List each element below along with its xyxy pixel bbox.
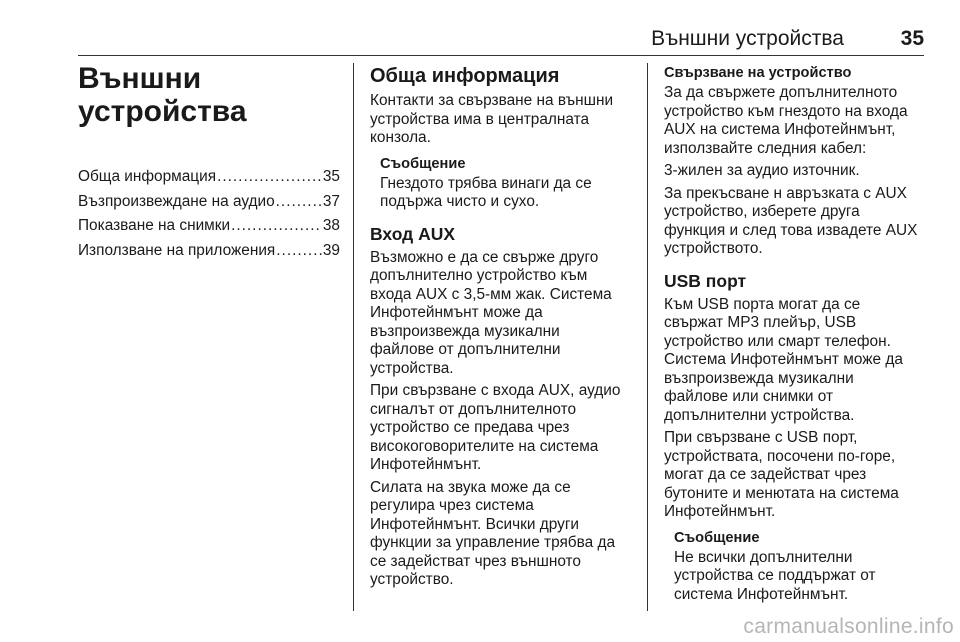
toc-dot-leader [276,239,322,264]
text-line: възпроизвежда музикални [664,369,854,387]
text-line: сигналът от допълнителното [370,400,577,418]
text-line: могат да се задействат чрез [664,466,867,483]
text-line: Гнездото трябва винаги да се [380,174,592,192]
text-line: подържа чисто и сухо. [380,193,540,210]
text-line: устройство се предава чрез [370,419,570,436]
aux-title: Вход AUX [370,223,456,244]
text-line: За да свържете допълнителното [664,84,898,101]
text-line: устройството. [664,240,763,257]
text-line: функция и след това извадете AUX [664,221,918,239]
aux-paragraph-3 [370,479,638,590]
text-line: свържат MP3 плейър, USB [664,314,857,331]
page-header [78,26,924,52]
text-line: При свързване с входа AUX, аудио [370,382,621,399]
text-line: регулира чрез система [370,497,534,514]
toc-page: 38 [322,217,340,234]
text-line: файлове или снимки от [664,388,834,405]
connect-paragraph-3 [664,185,929,259]
note-box [380,155,638,212]
column-3 [664,62,929,604]
column-divider-2 [647,63,648,611]
column-1 [78,62,340,263]
chapter-title-line-1: Външни [78,62,202,95]
text-line: използвайте следния кабел: [664,139,867,157]
text-line: За прекъсване н авръзката с AUX [664,184,907,202]
text-line: Инфотейнмънт може да [370,304,543,321]
header-rule [78,55,924,56]
text-line: система Инфотейнмънт. [674,585,849,603]
connect-paragraph-2 [664,162,929,181]
text-line: 3-жилен за аудио източник. [664,162,860,179]
text-line: устройства има в централната [370,110,590,128]
text-line: входа AUX с 3,5-мм жак. Система [370,285,612,303]
note-title: Съобщение [674,529,760,546]
chapter-title-line-2: устройства [78,95,247,128]
toc-entry[interactable] [78,165,340,190]
usb-paragraph-1 [664,296,929,426]
text-line: Инфотейнмънт. Всички други [370,515,580,533]
text-line: високоговорителите на система [370,437,599,455]
text-line: Силата на звука може да се [370,478,571,496]
column-2 [370,62,638,590]
toc-entry[interactable] [78,190,340,215]
usb-paragraph-2 [664,429,929,522]
page-number: 35 [900,27,924,50]
usb-title: USB порт [664,270,747,291]
toc-label: Възпроизвеждане на аудио [78,192,275,210]
toc-page: 37 [322,192,340,210]
connect-paragraph-1 [664,84,929,158]
text-line: AUX на система Инфотейнмънт, [664,121,896,138]
text-line: При свързване с USB порт, [664,429,858,446]
text-line: файлове от допълнителни [370,341,561,358]
toc-label: Обща информация [78,168,217,185]
toc-page: 39 [322,241,340,259]
text-line: Възможно е да се свърже друго [370,248,599,266]
toc-dot-leader [217,165,322,190]
text-line: възпроизвежда музикални [370,322,560,340]
connect-title: Свързване на устройство [664,65,852,81]
intro-paragraph [370,92,638,148]
toc-dot-leader [276,190,322,215]
column-divider-1 [353,63,354,611]
text-line: Инфотейнмънт. [370,456,482,473]
toc-entry[interactable] [78,214,340,239]
text-line: Инфотейнмънт. [664,503,776,520]
toc-entry[interactable] [78,239,340,264]
text-line: Система Инфотейнмънт може да [664,351,903,368]
text-line: устройство. [370,571,454,588]
text-line: се задействат чрез външното [370,552,581,570]
text-line: функции за управление трябва да [370,534,616,551]
text-line: бутоните и менютата на система [664,484,899,502]
text-line: Контакти за свързване на външни [370,92,614,109]
chapter-title [78,62,340,128]
section-title: Обща информация [370,65,560,87]
aux-paragraph-1 [370,249,638,379]
table-of-contents [78,165,340,263]
toc-page: 35 [322,168,340,185]
toc-label: Използване на приложения [78,241,276,259]
note-box [674,529,929,605]
note-title: Съобщение [380,155,466,172]
text-line: Към USB порта могат да се [664,295,861,313]
text-line: устройство или смарт телефон. [664,332,891,350]
text-line: допълнително устройство към [370,267,588,284]
text-line: устройства. [370,359,454,377]
text-line: Не всички допълнителни [674,548,853,566]
aux-paragraph-2 [370,382,638,475]
toc-dot-leader [231,214,322,239]
toc-label: Показване на снимки [78,217,231,234]
text-line: устройство към гнездото на входа [664,102,908,120]
text-line: устройство, изберете друга [664,203,860,220]
text-line: конзола. [370,129,431,146]
text-line: устройствата, посочени по-горе, [664,447,896,465]
watermark: carmanualsonline.info [743,615,954,638]
header-title: Външни устройства [651,27,844,50]
text-line: допълнителни устройства. [664,406,855,424]
text-line: устройства се поддържат от [674,567,876,584]
